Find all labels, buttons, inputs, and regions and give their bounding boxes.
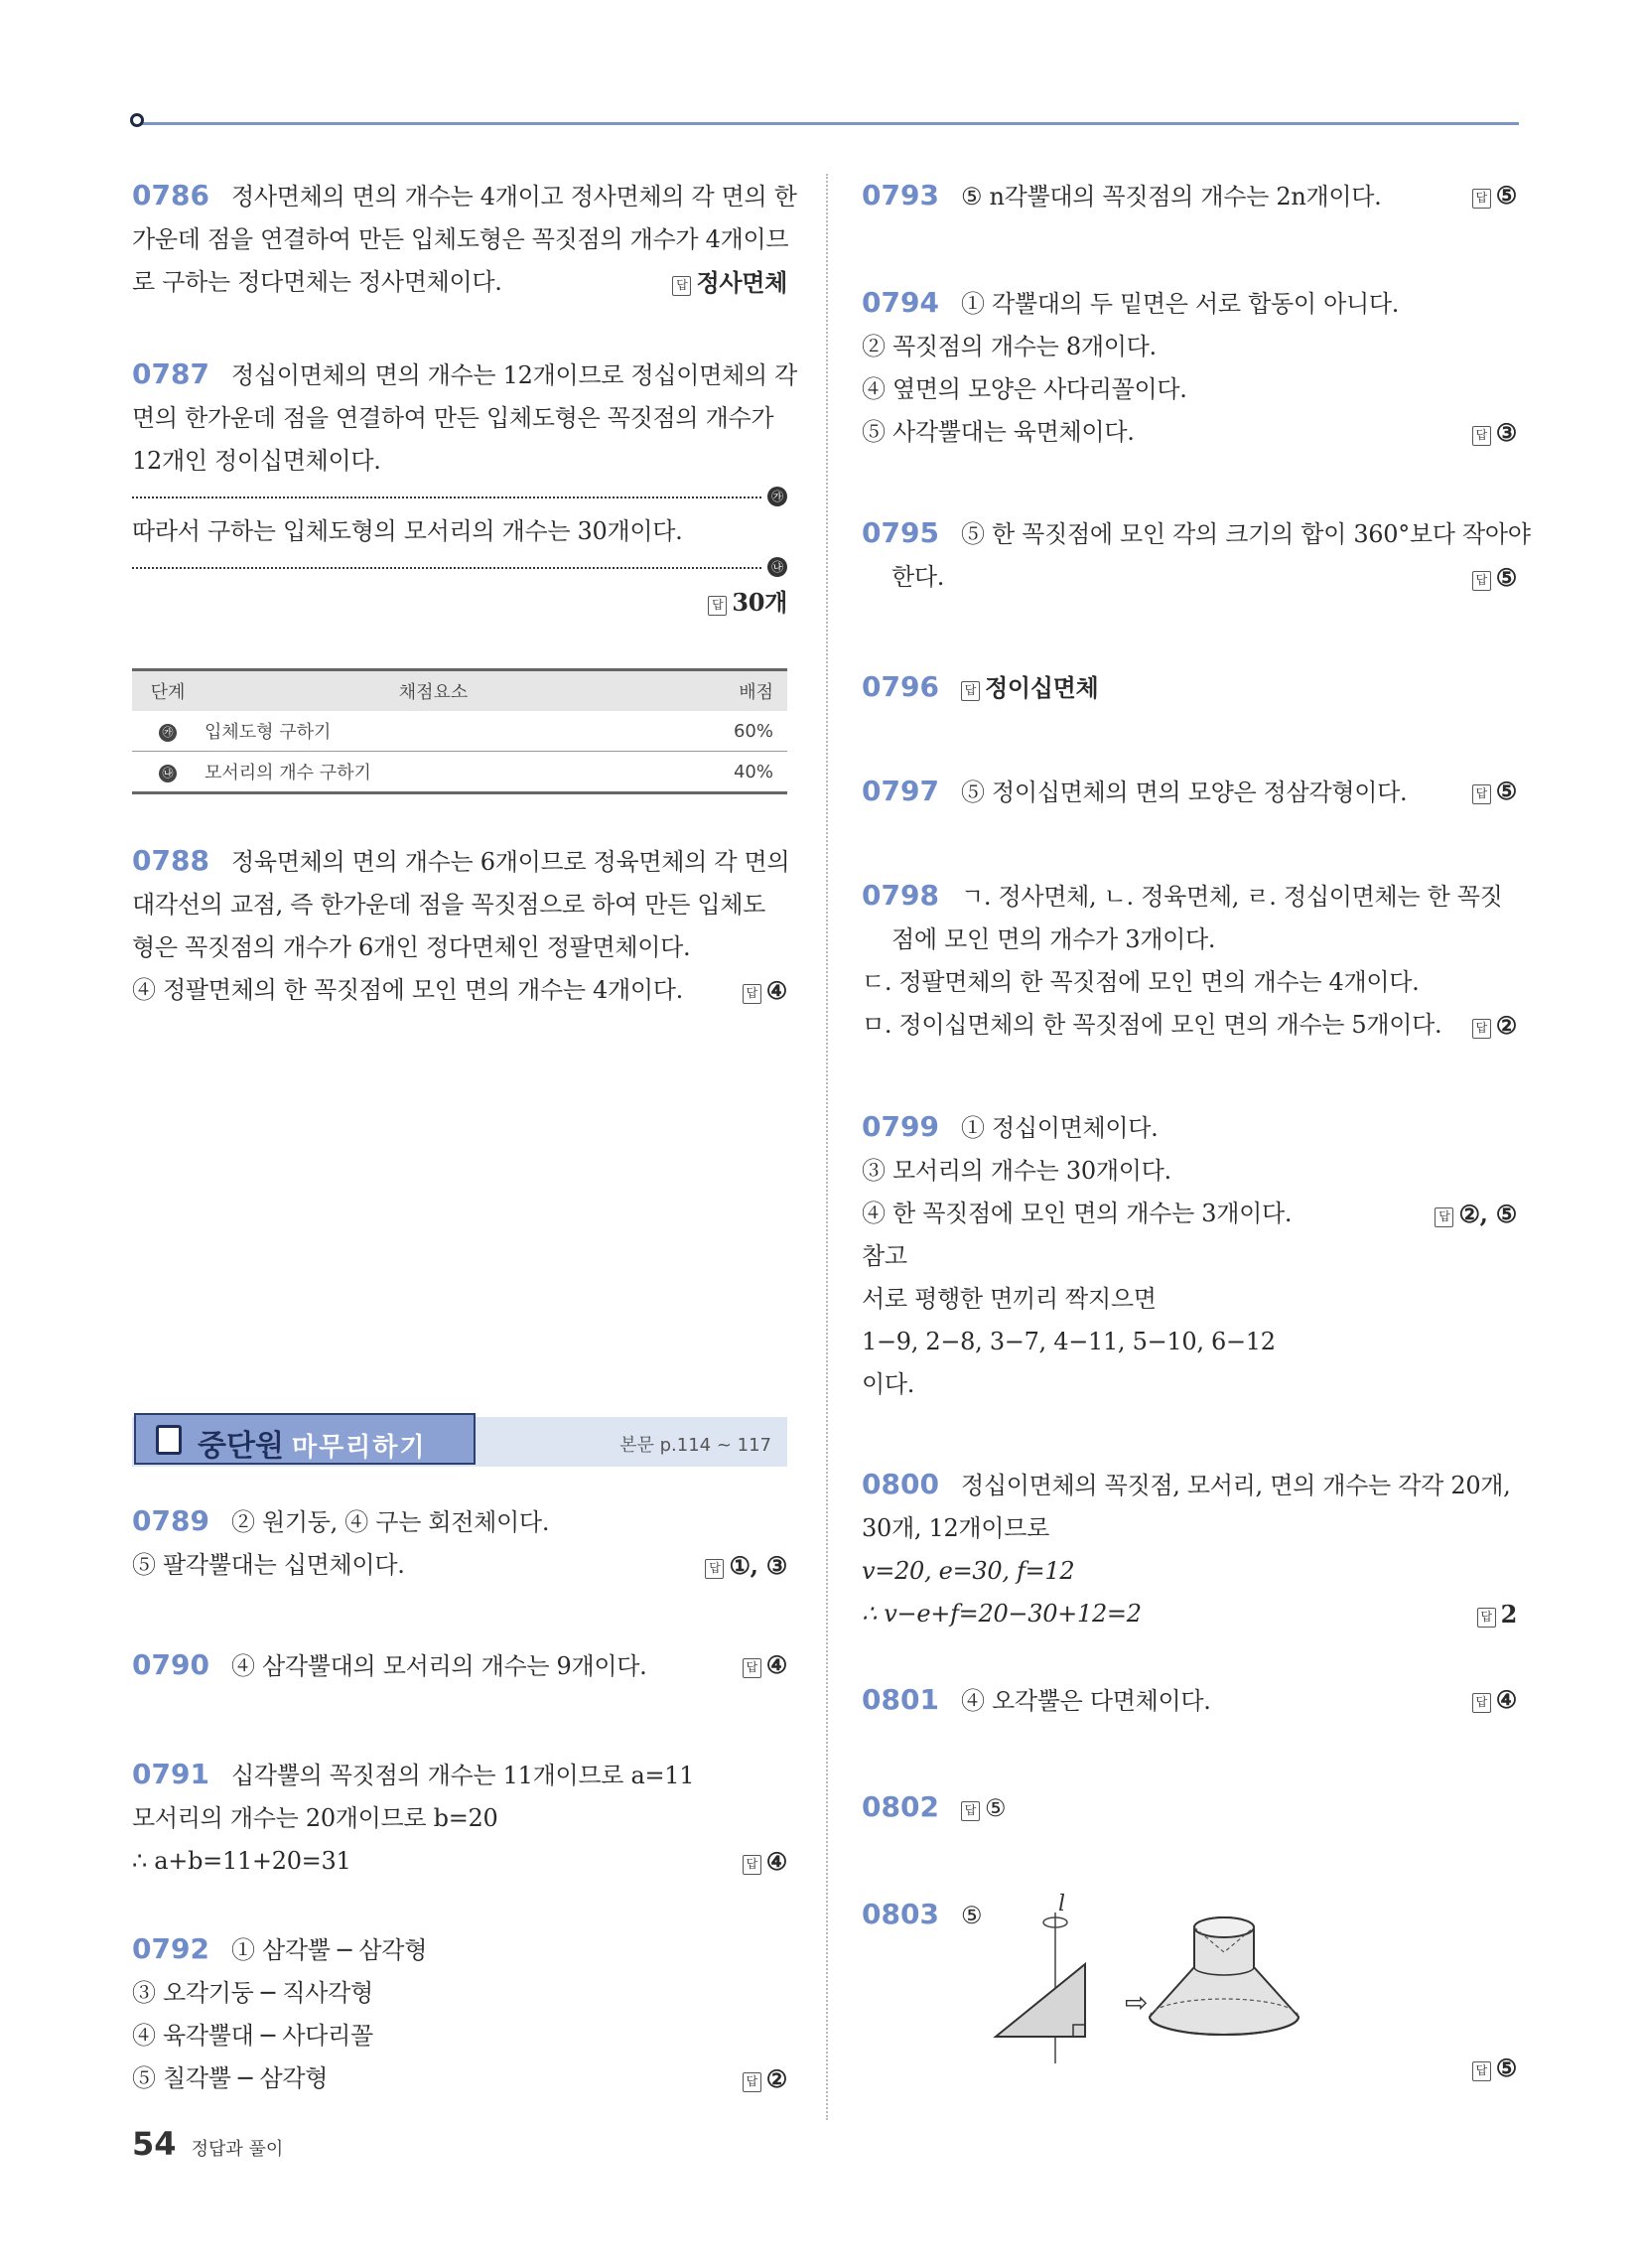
solution-line: 1−9, 2−8, 3−7, 4−11, 5−10, 6−12	[862, 1328, 1276, 1355]
solution-line: 정십이면체의 꼭짓점, 모서리, 면의 개수는 각각 20개,	[960, 1472, 1511, 1499]
solution-line: 가운데 점을 연결하여 만든 입체도형은 꼭짓점의 개수가 4개이므	[132, 225, 789, 253]
table-header: 단계	[132, 670, 204, 712]
solution-line: 십각뿔의 꼭짓점의 개수는 11개이므로 a=11	[230, 1762, 695, 1789]
answer	[1472, 174, 1517, 216]
problem-0795	[862, 511, 1531, 599]
solution-line: 12개인 정이십면체이다.	[132, 447, 381, 475]
answer-value: 2	[1500, 1600, 1517, 1629]
problem-0790	[132, 1643, 787, 1688]
solution-line: ∴ a+b=11+20=31	[132, 1847, 351, 1875]
solution-line: ⑤ 한 꼭짓점에 모인 각의 크기의 합이 360°보다 작아야	[960, 520, 1531, 548]
answer	[743, 1840, 787, 1883]
table-cell: 40%	[663, 752, 787, 793]
solution-line: 점에 모인 면의 개수가 3개이다.	[891, 925, 1216, 953]
answer	[743, 1643, 787, 1686]
answer-mark-icon: 답	[1472, 426, 1491, 446]
column-divider	[826, 174, 828, 2120]
solution-line: 이다.	[862, 1370, 915, 1398]
solution-line: ⑤ 팔각뿔대는 십면체이다.	[132, 1551, 405, 1579]
problem-number: 0790	[132, 1648, 209, 1681]
problem-number: 0802	[862, 1790, 939, 1823]
problem-0802	[862, 1785, 1517, 1830]
solution-line: 정십이면체의 면의 개수는 12개이므로 정십이면체의 각	[230, 361, 797, 389]
answer-mark-icon: 답	[743, 1855, 761, 1875]
answer	[1472, 2047, 1517, 2089]
banner-title: 중단원	[198, 1429, 284, 1464]
page-number: 54	[132, 2125, 177, 2163]
problem-number: 0787	[132, 357, 209, 390]
rotation-figure	[981, 1893, 1428, 2066]
solution-line: ㅁ. 정이십면체의 한 꼭짓점에 모인 면의 개수는 5개이다.	[862, 1011, 1442, 1039]
step-2-marker: ㉯	[767, 557, 787, 577]
note-label: 참고	[862, 1242, 907, 1270]
table-header: 채점요소	[204, 670, 663, 712]
solution-line: ④ 삼각뿔대의 모서리의 개수는 9개이다.	[230, 1652, 647, 1680]
answer-mark-icon: 답	[672, 276, 691, 296]
answer	[672, 261, 787, 304]
solution-line: ④ 옆면의 모양은 사다리꼴이다.	[862, 375, 1187, 403]
table-header: 배점	[663, 670, 787, 712]
problem-0800	[862, 1463, 1517, 1635]
solution-line: 정육면체의 면의 개수는 6개이므로 정육면체의 각 면의	[230, 848, 790, 876]
step-marker: ㉯	[159, 765, 177, 782]
solution-line: ① 각뿔대의 두 밑면은 서로 합동이 아니다.	[960, 290, 1400, 318]
solution-line: ③ 오각기둥 ─ 직사각형	[132, 1979, 373, 2007]
solution-line: ④ 정팔면체의 한 꼭짓점에 모인 면의 개수는 4개이다.	[132, 976, 683, 1004]
problem-number: 0796	[862, 670, 939, 703]
solution-line: ∴ v−e+f=20−30+12=2	[862, 1600, 1142, 1628]
step-marker: ㉮	[159, 724, 177, 742]
solution-line: ⑤ 사각뿔대는 육면체이다.	[862, 418, 1135, 446]
answer-mark-icon: 답	[743, 2072, 761, 2092]
top-rule	[139, 122, 1519, 125]
answer-mark-icon: 답	[1477, 1608, 1496, 1628]
answer-value: ②	[1495, 1011, 1517, 1040]
answer-value: ④	[765, 1650, 787, 1679]
answer-value: ②	[765, 2064, 787, 2093]
problem-number: 0799	[862, 1110, 939, 1143]
answer-mark-icon: 답	[1472, 189, 1491, 209]
answer	[1472, 556, 1517, 599]
problem-0789	[132, 1499, 787, 1587]
problem-0786	[132, 174, 797, 304]
answer-value: 30개	[732, 588, 787, 617]
solution-line: 30개, 12개이므로	[862, 1514, 1049, 1542]
problem-number: 0803	[862, 1898, 939, 1930]
answer-mark-icon: 답	[1472, 1693, 1491, 1713]
problem-0793	[862, 174, 1517, 218]
solution-line: 로 구하는 정다면체는 정사면체이다.	[132, 268, 502, 296]
problem-number: 0788	[132, 844, 209, 877]
problem-number: 0801	[862, 1683, 939, 1716]
problem-0791	[132, 1753, 787, 1883]
solution-line: ① 삼각뿔 ─ 삼각형	[230, 1936, 428, 1964]
page-reference: 본문 p.114 ~ 117	[619, 1435, 771, 1456]
problem-number: 0786	[132, 179, 209, 212]
page-footer	[132, 2125, 283, 2163]
solution-line: 모서리의 개수는 20개이므로 b=20	[132, 1804, 498, 1832]
section-banner	[132, 1413, 787, 1467]
problem-0799	[862, 1105, 1517, 1406]
axis-label: l	[1058, 1893, 1065, 1916]
solution-line: ⑤ 칠각뿔 ─ 삼각형	[132, 2064, 329, 2092]
solution-line: ② 원기둥, ④ 구는 회전체이다.	[230, 1508, 550, 1536]
problem-0788	[132, 839, 790, 1012]
answer	[743, 969, 787, 1012]
solution-line: ④ 오각뿔은 다면체이다.	[960, 1687, 1211, 1715]
answer	[1472, 1004, 1517, 1047]
solution-line: ⑤ n각뿔대의 꼭짓점의 개수는 2n개이다.	[960, 183, 1382, 211]
problem-0787	[132, 353, 797, 625]
answer	[1472, 770, 1517, 812]
solution-line: ② 꼭짓점의 개수는 8개이다.	[862, 333, 1157, 360]
problem-0794	[862, 281, 1517, 454]
answer-value: ③	[1495, 418, 1517, 447]
answer-value: ②, ⑤	[1458, 1200, 1517, 1228]
problem-0798	[862, 874, 1517, 1047]
solution-line: 면의 한가운데 점을 연결하여 만든 입체도형은 꼭짓점의 개수가	[132, 404, 774, 432]
problem-number: 0798	[862, 879, 939, 912]
problem-0792	[132, 1927, 787, 2100]
answer-value: ①, ③	[729, 1551, 787, 1580]
problem-number: 0800	[862, 1468, 939, 1500]
solution-line: ③ 모서리의 개수는 30개이다.	[862, 1157, 1171, 1185]
solution-line: ㄱ. 정사면체, ㄴ. 정육면체, ㄹ. 정십이면체는 한 꼭짓	[960, 883, 1503, 911]
answer-value: ④	[1495, 1685, 1517, 1714]
scoring-table	[132, 668, 787, 794]
problem-number: 0794	[862, 286, 939, 319]
answer-mark-icon: 답	[961, 681, 980, 701]
solution-line: v=20, e=30, f=12	[862, 1557, 1075, 1585]
table-row	[132, 711, 787, 752]
answer-mark-icon: 답	[961, 1801, 980, 1821]
answer-mark-icon: 답	[743, 1658, 761, 1678]
solution-line: ① 정십이면체이다.	[960, 1114, 1159, 1142]
step-separator	[132, 557, 787, 577]
answer-value: 정이십면체	[984, 673, 1099, 702]
problem-0797	[862, 770, 1517, 814]
answer-mark-icon: 답	[708, 596, 727, 616]
answer	[1472, 1678, 1517, 1721]
answer-mark-icon: 답	[705, 1559, 724, 1579]
problem-number: 0792	[132, 1932, 209, 1965]
problem-number: 0791	[132, 1758, 209, 1790]
answer	[743, 2057, 787, 2100]
answer-mark-icon: 답	[1472, 2061, 1491, 2081]
answer-value: ⑤	[1495, 777, 1517, 805]
answer-value: ⑤	[1495, 2054, 1517, 2082]
banner-subtitle: 마무리하기	[291, 1433, 427, 1463]
solution-line: ⑤	[960, 1902, 983, 1929]
table-cell: 모서리의 개수 구하기	[204, 752, 663, 793]
answer-mark-icon: 답	[1472, 571, 1491, 591]
table-cell: 입체도형 구하기	[204, 711, 663, 752]
footer-text: 정답과 풀이	[191, 2139, 284, 2160]
solution-line: 따라서 구하는 입체도형의 모서리의 개수는 30개이다.	[132, 517, 683, 545]
answer-mark-icon: 답	[1472, 1019, 1491, 1039]
top-rule-dot	[130, 113, 144, 127]
problem-0803	[862, 1893, 1517, 2091]
table-row	[132, 752, 787, 793]
problem-number: 0793	[862, 179, 939, 212]
notebook-icon	[156, 1425, 182, 1455]
table-cell: 60%	[663, 711, 787, 752]
answer	[705, 1544, 787, 1587]
answer-value: 정사면체	[696, 268, 787, 297]
problem-number: 0797	[862, 775, 939, 807]
solution-line: ㄷ. 정팔면체의 한 꼭짓점에 모인 면의 개수는 4개이다.	[862, 968, 1420, 996]
answer-mark-icon: 답	[1435, 1207, 1453, 1227]
answer-mark-icon: 답	[1472, 784, 1491, 804]
problem-0796	[862, 665, 1517, 710]
answer-value: ④	[765, 976, 787, 1005]
problem-number: 0789	[132, 1504, 209, 1537]
step-1-marker: ㉮	[767, 487, 787, 506]
solution-line: 대각선의 교점, 즉 한가운데 점을 꼭짓점으로 하여 만든 입체도	[132, 891, 766, 919]
answer	[1477, 1593, 1517, 1635]
solution-line: 정사면체의 면의 개수는 4개이고 정사면체의 각 면의 한	[230, 183, 797, 211]
solution-line: ④ 육각뿔대 ─ 사다리꼴	[132, 2022, 373, 2050]
solution-line: 한다.	[891, 563, 945, 591]
answer-mark-icon: 답	[743, 984, 761, 1004]
problem-number: 0795	[862, 516, 939, 549]
step-separator	[132, 487, 787, 506]
solution-line: ④ 한 꼭짓점에 모인 면의 개수는 3개이다.	[862, 1200, 1293, 1227]
solution-line: 형은 꼭짓점의 개수가 6개인 정다면체인 정팔면체이다.	[132, 933, 691, 961]
solution-line: 서로 평행한 면끼리 짝지으면	[862, 1285, 1157, 1313]
answer-value: ④	[765, 1847, 787, 1876]
problem-0801	[862, 1678, 1517, 1723]
answer-value: ⑤	[984, 1794, 1007, 1822]
answer-value: ⑤	[1495, 181, 1517, 210]
arrow-icon: ⇨	[1125, 1986, 1149, 2019]
answer	[1435, 1193, 1517, 1235]
answer-value: ⑤	[1495, 563, 1517, 592]
answer	[1472, 411, 1517, 454]
right-triangle	[996, 1964, 1085, 2037]
solution-line: ⑤ 정이십면체의 면의 모양은 정삼각형이다.	[960, 779, 1408, 806]
